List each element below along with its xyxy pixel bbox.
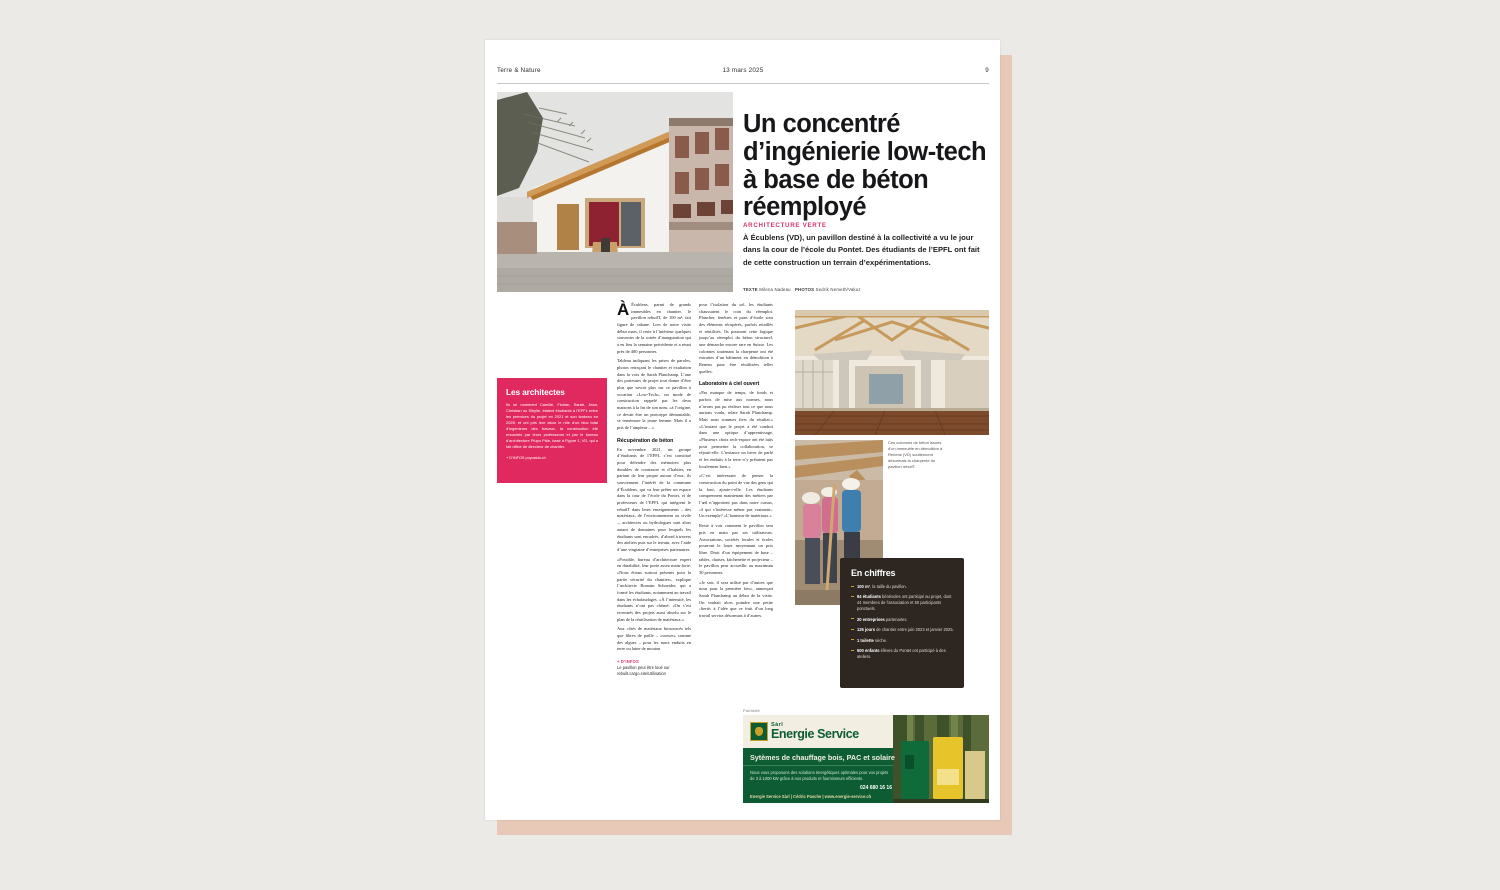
paragraph: «Possible, bureau d’architecture expert en durabilité, leur porte assez main-forte. «Nous étions surtout présents pour la partie sécurité du chantier», explique l’architecte Romain Schneider, qui a formé les étudiants, notamment au travail dans les échafaudages. «À l’intensité, les étudiants n’ont pas chômé: «On s’est recentrés des projets aussi absolu sur le plan de la réutilisation de matériaux.» [617, 556, 691, 622]
figure-text: partenaires. [884, 616, 908, 622]
advert-brand-prefix: Sàrl [771, 721, 784, 728]
lead-text: Écublens, parmi de grands immeubles en chantier, le pavillon rebuilT, de 100 m², fait figure de cabane. Lors de notre visite début mars, il reste à l’intérieur quelques souvenirs de la soirée d’inauguration qui a eu lieu la semaine précédente et a réuni près de 400 personnes. [617, 302, 691, 354]
architects-sidebar-title: Les architectes [506, 387, 565, 397]
figures-box-title: En chiffres [851, 568, 896, 578]
figure-text: élèves du Pontet ont participé à des ateliers. [857, 647, 946, 659]
advert-logo [750, 722, 859, 741]
architects-info-text[interactable]: poyusida.ch [525, 456, 546, 460]
article-kicker: ARCHITECTURE VERTE [743, 222, 827, 229]
advert-brand [771, 723, 859, 740]
paragraph: Aux côtés de matériaux biosourcés tels que fibres de paille – «soeurs» comme des algues – pour les murs enduits en terre ou laine de mouton [617, 626, 691, 652]
lead-paragraph [617, 302, 691, 355]
architects-sidebar-body: Ils se nomment Camille, Florian, Sarah, Jean, Christian ou Sibylle, étaient étudiants à l’EPFL entre les prémices du projet en 2021 et son fardeau en 2025, et ont pris leur atour le rôle d’un bloc total d’ingénieurs des travaux, la construction été encadrés par leurs professeurs et par le bureau d’architecture Pfupo Pâle, basé à Figure 1, VD, qui a fait office de directeur de chantier. [506, 402, 598, 449]
body-column-1 [617, 302, 691, 676]
hero-photo-pavilion [497, 92, 733, 292]
interior-photo-illustration [795, 310, 989, 435]
advert-product-photo [893, 715, 989, 803]
figure-text: de chantier entre juin 2023 et janvier 2025. [874, 627, 954, 633]
running-head [497, 67, 989, 84]
figure-value: 20 entreprises [857, 616, 885, 622]
drop-cap: À [617, 300, 630, 319]
figure-text: sèche. [873, 637, 888, 643]
byline-photo-label: PHOTOS [794, 287, 815, 292]
architects-info-tag: + D’INFOS [506, 456, 525, 460]
figure-text: bénévoles ont participé au projet, dont 44 membres de l’association et 50 participants ponctuels. [857, 594, 952, 612]
hero-photo-illustration [497, 92, 733, 292]
paragraph: «Par manque de temps, de fonds et parfois de mise aux normes, nous n’avons pas pu réaliser tout ce que nous aurions voulu, relate Sarah Planchamp. Mais nous sommes fiers du résultat.» «L’instant que le projet a été conduit dans une optique d’apprentissage, «Plusieurs choix tech-espace ont été faits pour permettre la collaboration, se réjouit-elle. L’instance un hiver de parlé et les enduits à la terre n’y prêtaient pas localement bien.» [699, 390, 773, 469]
architects-sidebar-info [506, 456, 598, 461]
paragraph: «C’est intéressant de penser la construction du point de vue des gens qui la font, ajoute-t-elle. Les étudiants comprennent maintenant des métiers par l’œil n’apportent pas dans notre cursus, ‹il qui s’intéresse même pas vraiment›. Un exemple? «L’honneur de matériaux.» [699, 473, 773, 519]
flame-icon [750, 722, 768, 741]
advertisement-banner[interactable] [743, 715, 989, 803]
byline-photo-name: Sedrik Nemeth/Vakuz [815, 287, 861, 292]
architects-sidebar [497, 378, 607, 483]
figure-item [851, 617, 954, 623]
byline-text-name: Milena Nadeau [759, 287, 791, 292]
issue-date: 13 mars 2025 [722, 67, 764, 74]
advert-phone[interactable]: 024 680 16 16 [860, 785, 892, 791]
paragraph: Reste à voir comment le pavillon sera pris en main par ses utilisateurs. Associations, sociétés locales et écoles pourront le louer moyennant un prix libre. Droit d’un équipement de base – tables, chaises, kitchenette et projecteur – le pavillon peut accueillir au maximum 30 personnes. [699, 523, 773, 575]
advert-brand-name: Energie Service [771, 726, 859, 741]
figures-list [851, 584, 954, 660]
figures-box [840, 558, 964, 688]
body-column-2 [699, 302, 773, 623]
figure-item [851, 648, 954, 660]
paragraph: Tableau indiquant les prises de paroles, photos retraçant le chantier et exaltation dans la voix de Sarah Planchamp. L’une des porteuses de projet tout donne d’être plus que savoir plus sur ce pavillon à vocation «Low-Tech», un mode de construction rappelé par les deux maisons à la fin de son nom, «à l’origine, ce devait être un prototype démontable, se remémore la jeune femme. Mais il a pris de l’ampleur…» [617, 358, 691, 431]
advert-footer[interactable]: Energie Service Sàrl | Cédric Pasche | www.energie-service.ch [750, 794, 872, 799]
photo-interior-columns [795, 310, 989, 435]
publication-title: Terre & Nature [497, 67, 541, 74]
figure-item [851, 584, 954, 590]
figure-item [851, 627, 954, 633]
figure-item [851, 638, 954, 644]
figure-value: 125 jours [857, 627, 875, 633]
figure-item [851, 594, 954, 612]
paragraph: pour l’isolation du sol, les étudiants chaussaient le coin du réemploi. Plancher, fenêtres et pans d’étoile sont des éléments récupérés, parfois retaillés et réutilisés. Ils poussent cette logique jusqu’au réemploi du béton structurel, une démarche encore rare en Suisse. Les colonnes soutenant la charpente ont été extraites d’un bâtiment en démolition à Renens pour être réutilisées telles quelles. [699, 302, 773, 374]
paragraph: «Je sais, il sera utilisé par d’autres que nous pour la première fois», annonçait Sarah Planchamp au début de la visite. On souhait alors poindre une petite ‹fierté› à l’idée que ce fruit d’un long travail servira désormais à d’autres. [699, 579, 773, 618]
paragraph: En novembre 2021, un groupe d’étudiants de l’EPFL s’est constitué pour défendre des mémoires plus durables de construire et d’habiter, en partant de leur propre autour d’eux, ils souviennent l’intérêt de la commune d’Écublens, qui va leur prêter un espace dans la cour de l’école du Pontet, et de professeurs de l’EPFL qui intègrent le rebuilT dans leurs enseignements – des matériaux, de l’environnement ou civile –, architectes ou hydrologues sont alors autant de domaines pour lesquels les étudiants sont encadrés, d’abord à travers des ateliers puis sur le terrain, avec l’aide d’une vingtaine d’entreprises partenaires. [617, 446, 691, 552]
subheading-recuperation: Récupération de béton [617, 437, 674, 444]
advert-label: Publicité [743, 708, 760, 713]
figure-value: 500 enfants [857, 647, 880, 653]
article-byline [743, 287, 983, 292]
more-info-note [617, 659, 691, 676]
magazine-page [485, 40, 1000, 820]
article-headline: Un concentré d’ingénierie low-tech à base de béton réemployé [743, 110, 987, 222]
figure-value: 94 étudiants [857, 594, 881, 600]
subheading-laboratoire: Laboratoire à ciel ouvert [699, 381, 760, 388]
advert-photo-illustration [893, 715, 989, 803]
photo-caption: Ces colonnes de béton issues d’un immeuble en démolition à Renens (VD) soutiennent désormais la charpente du pavillon rebuilT. [888, 440, 943, 469]
figure-value: 100 m² [857, 584, 870, 589]
byline-text-label: TEXTE [743, 287, 758, 292]
advert-body-copy: Nous vous proposons des solutions énergétiques optimales pour vos projets de 3 à 1000 kW grâce à nos produits et fournisseurs efficients. [750, 770, 889, 782]
page-number: 9 [985, 67, 989, 74]
article-standfirst: À Écublens (VD), un pavillon destiné à la collectivité a vu le jour dans la cour de l’école du Pontet. Des étudiants de l’EPFL ont fait de cette construction un terrain d’expérimentations. [743, 233, 980, 267]
figure-value: 1 toilette [857, 637, 874, 643]
figure-text: , la taille du pavillon. [869, 584, 907, 589]
advert-divider [743, 765, 893, 766]
advert-strapline: Sytèmes de chauffage bois, PAC et solaire [750, 753, 895, 762]
more-info-text[interactable]: Le pavillon peut être loué sur rebuilt.cargo.site/Utilisation [617, 664, 670, 676]
more-info-tag: + D’INFOS [617, 658, 639, 664]
